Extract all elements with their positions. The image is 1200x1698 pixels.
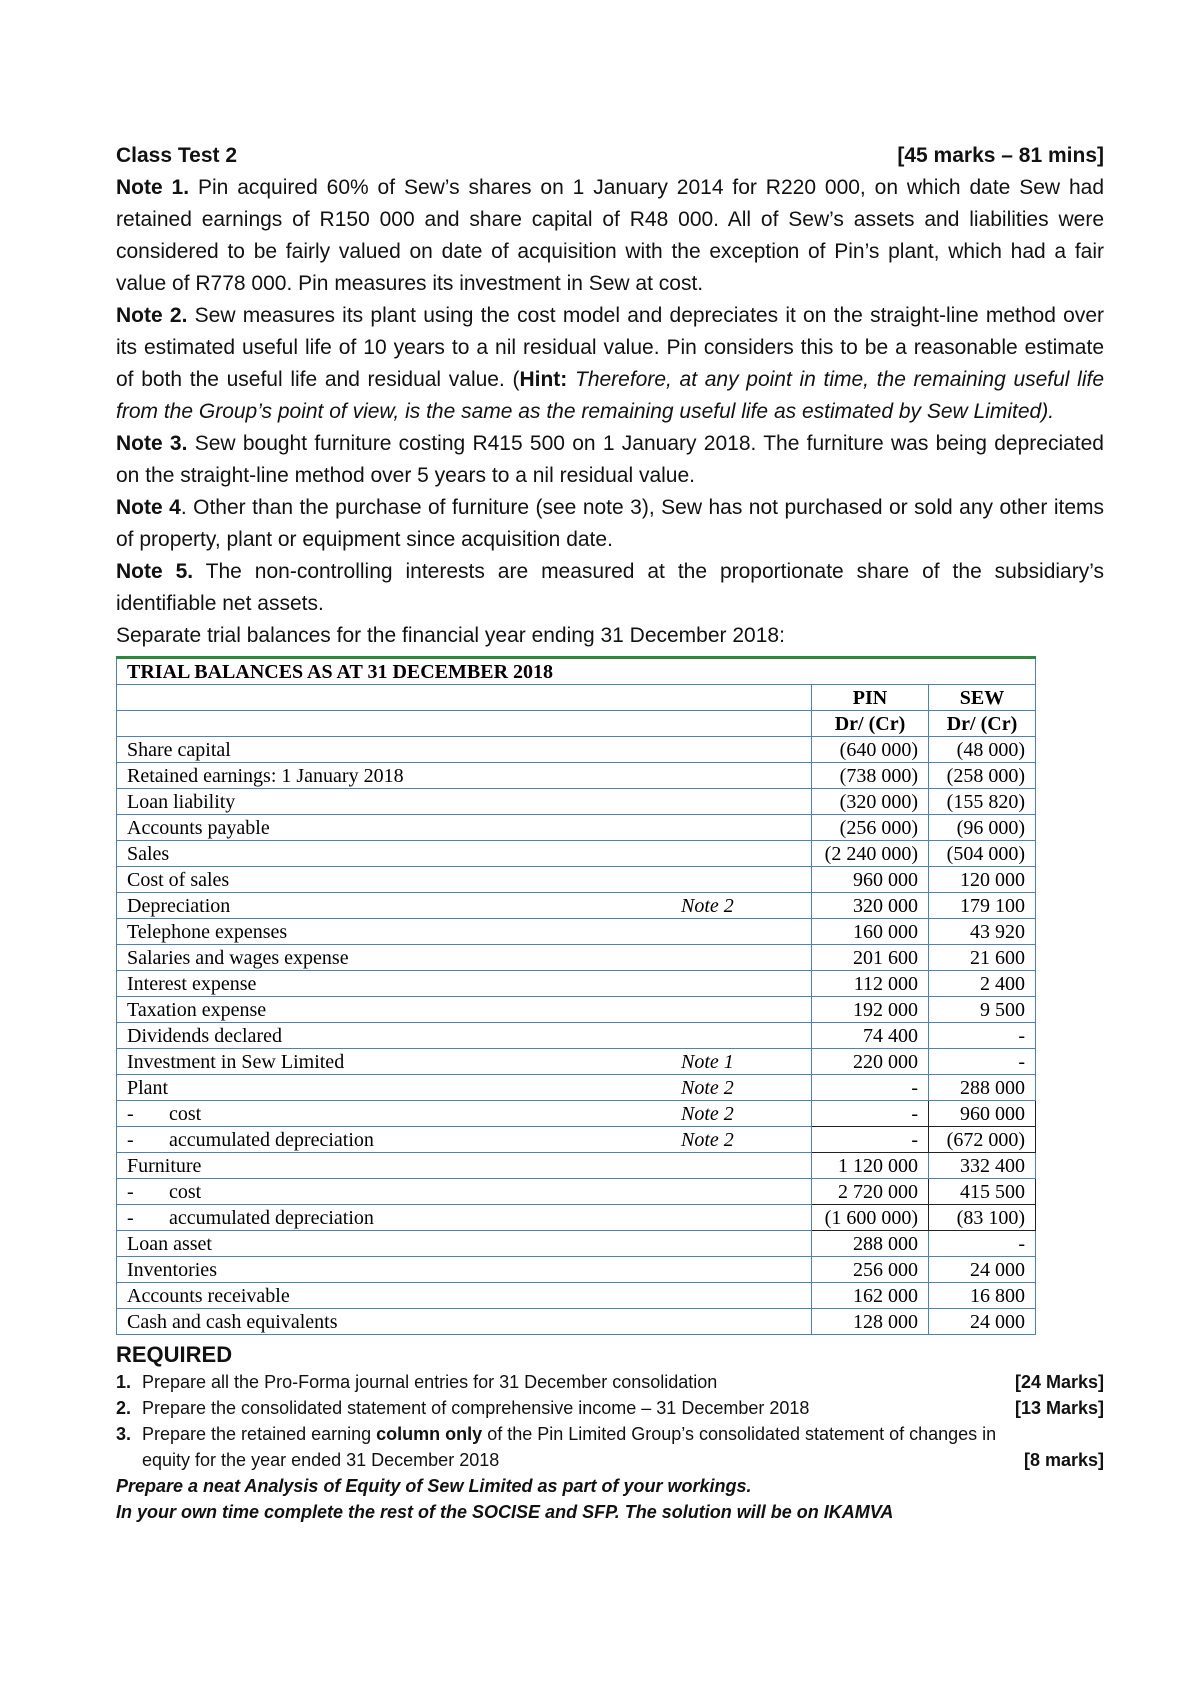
document-page (116, 140, 1104, 1525)
sew-value: 24 000 (929, 1257, 1036, 1283)
table-row (117, 1023, 1036, 1049)
table-row (117, 1075, 1036, 1101)
row-note (671, 1283, 812, 1309)
sew-value: 415 500 (929, 1179, 1036, 1205)
col-pin: PIN (812, 685, 929, 711)
row-dash: - (127, 1180, 134, 1203)
row-label (117, 1101, 672, 1127)
req-text: Prepare all the Pro-Forma journal entries for 31 December consolidation (142, 1372, 718, 1392)
trial-balance-table (116, 656, 1036, 1335)
note-2 (116, 300, 1104, 428)
row-note (671, 763, 812, 789)
pin-value: 288 000 (812, 1231, 929, 1257)
row-label-text: Taxation expense (127, 998, 267, 1021)
row-note (671, 1023, 812, 1049)
row-label-text: Retained earnings: 1 January 2018 (127, 764, 404, 787)
sew-value: - (929, 1049, 1036, 1075)
total-marks: [45 marks – 81 mins] (897, 144, 1104, 167)
row-label (117, 1179, 672, 1205)
row-note (671, 971, 812, 997)
row-note: Note 1 (671, 1049, 812, 1075)
note-label: Note 3. (116, 432, 188, 455)
row-dash: - (127, 1102, 134, 1125)
sub-pin: Dr/ (Cr) (812, 711, 929, 737)
table-header-row (117, 685, 1036, 711)
row-label-text: Accounts payable (127, 816, 270, 839)
pin-value: (738 000) (812, 763, 929, 789)
row-note: Note 2 (671, 1127, 812, 1153)
row-label-text: Loan asset (127, 1232, 212, 1255)
note-5 (116, 556, 1104, 620)
sew-value: 16 800 (929, 1283, 1036, 1309)
row-note: Note 2 (671, 1101, 812, 1127)
row-label (117, 841, 672, 867)
pin-value: 192 000 (812, 997, 929, 1023)
sew-value: (48 000) (929, 737, 1036, 763)
table-row (117, 763, 1036, 789)
table-title-row (117, 658, 1036, 685)
row-note (671, 945, 812, 971)
note-label: Note 2. (116, 304, 188, 327)
req-num: 2. (116, 1398, 132, 1418)
pin-value: 2 720 000 (812, 1179, 929, 1205)
row-label-text: Furniture (127, 1154, 202, 1177)
pin-value: (640 000) (812, 737, 929, 763)
row-label-text: Sales (127, 842, 170, 865)
row-label-text: Interest expense (127, 972, 257, 995)
required-heading: REQUIRED (116, 1342, 233, 1367)
row-label-text: cost (169, 1102, 202, 1125)
sew-value: 288 000 (929, 1075, 1036, 1101)
row-label (117, 763, 672, 789)
note-text: . Other than the purchase of furniture (see note 3), Sew has not purchased or sold any other items of property, plant or equipment since acquisition date. (116, 496, 1104, 551)
subheader-blank (117, 711, 812, 737)
table-row (117, 1205, 1036, 1231)
table-row (117, 1283, 1036, 1309)
required-item-2 (116, 1395, 1104, 1421)
pin-value: - (812, 1075, 929, 1101)
sew-value: 120 000 (929, 867, 1036, 893)
row-label-text: Depreciation (127, 894, 231, 917)
note-label: Note 1. (116, 176, 190, 199)
table-row (117, 1257, 1036, 1283)
required-item-3 (116, 1421, 1104, 1473)
row-label (117, 1231, 672, 1257)
pin-value: 160 000 (812, 919, 929, 945)
sew-value: 332 400 (929, 1153, 1036, 1179)
req-text-bold: column only (376, 1424, 483, 1444)
pin-value: (320 000) (812, 789, 929, 815)
note-label: Note 5. (116, 560, 194, 583)
required-item-1 (116, 1369, 1104, 1395)
pin-value: 128 000 (812, 1309, 929, 1335)
table-row (117, 1153, 1036, 1179)
row-dash: - (127, 1206, 134, 1229)
row-label (117, 737, 672, 763)
pin-value: (1 600 000) (812, 1205, 929, 1231)
table-subheader-row (117, 711, 1036, 737)
sew-value: (155 820) (929, 789, 1036, 815)
req-text-line2-text: equity for the year ended 31 December 2018 (142, 1450, 500, 1470)
row-label (117, 1283, 672, 1309)
row-note (671, 997, 812, 1023)
req-num: 1. (116, 1372, 132, 1392)
row-label (117, 815, 672, 841)
row-label-text: Cash and cash equivalents (127, 1310, 338, 1333)
pin-value: 162 000 (812, 1283, 929, 1309)
row-label-text: Share capital (127, 738, 231, 761)
row-note (671, 1309, 812, 1335)
row-label (117, 1075, 672, 1101)
row-label-text: Accounts receivable (127, 1284, 290, 1307)
note-label: Note 4 (116, 496, 181, 519)
row-note (671, 867, 812, 893)
table-row (117, 867, 1036, 893)
row-label-text: accumulated depreciation (169, 1128, 374, 1151)
table-row (117, 919, 1036, 945)
row-label-text: Dividends declared (127, 1024, 282, 1047)
row-dash: - (127, 1128, 134, 1151)
sew-value: (672 000) (929, 1127, 1036, 1153)
row-label-text: Investment in Sew Limited (127, 1050, 345, 1073)
row-note (671, 1257, 812, 1283)
pin-value: - (812, 1101, 929, 1127)
pin-value: 1 120 000 (812, 1153, 929, 1179)
sew-value: 9 500 (929, 997, 1036, 1023)
sew-value: (258 000) (929, 763, 1036, 789)
row-label-text: cost (169, 1180, 202, 1203)
table-row (117, 945, 1036, 971)
note-text: The non-controlling interests are measured at the proportionate share of the subsidiary’s identifiable net assets. (116, 560, 1105, 615)
pin-value: (256 000) (812, 815, 929, 841)
table-row (117, 1179, 1036, 1205)
required-list (116, 1369, 1104, 1473)
req-marks: [13 Marks] (1014, 1398, 1104, 1418)
table-row (117, 893, 1036, 919)
pin-value: 74 400 (812, 1023, 929, 1049)
note-text: Sew measures its plant using the cost model and depreciates it on the straight-line method over its estimated useful life of 10 years to a nil residual value. Pin considers this to be a reasonable estimate of both the useful life and residual value. ( (116, 304, 1104, 391)
table-row (117, 971, 1036, 997)
hint-text: Therefore, at any point in time, the remaining useful life from the Group’s point of view, is the same as the remaining useful life as estimated by Sew Limited). (116, 368, 1104, 423)
req-num: 3. (116, 1424, 132, 1444)
note-4 (116, 492, 1104, 556)
header-blank (117, 685, 812, 711)
row-label-text: accumulated depreciation (169, 1206, 374, 1229)
row-label (117, 971, 672, 997)
table-row (117, 1127, 1036, 1153)
row-note (671, 789, 812, 815)
sew-value: (83 100) (929, 1205, 1036, 1231)
row-note (671, 919, 812, 945)
table-row (117, 815, 1036, 841)
req-text-b: of the Pin Limited Group’s consolidated statement of changes in (482, 1424, 997, 1444)
row-label (117, 1049, 672, 1075)
row-note (671, 1231, 812, 1257)
pin-value: 960 000 (812, 867, 929, 893)
row-label (117, 945, 672, 971)
table-row (117, 789, 1036, 815)
sew-value: (96 000) (929, 815, 1036, 841)
table-row (117, 1231, 1036, 1257)
row-label (117, 1309, 672, 1335)
table-row (117, 1309, 1036, 1335)
row-label-text: Plant (127, 1076, 169, 1099)
table-row (117, 1101, 1036, 1127)
sew-value: 24 000 (929, 1309, 1036, 1335)
sew-value: (504 000) (929, 841, 1036, 867)
footer-note-2: In your own time complete the rest of the SOCISE and SFP. The solution will be on IKAMVA (116, 1502, 894, 1522)
row-note: Note 2 (671, 1075, 812, 1101)
row-label (117, 1023, 672, 1049)
note-text: Sew bought furniture costing R415 500 on 1 January 2018. The furniture was being depreciated on the straight-line method over 5 years to a nil residual value. (116, 432, 1104, 487)
note-text: Pin acquired 60% of Sew’s shares on 1 January 2014 for R220 000, on which date Sew had retained earnings of R150 000 and share capital of R48 000. All of Sew’s assets and liabilities were considered to be fairly valued on date of acquisition with the exception of Pin’s plant, which had a fair value of R778 000. Pin measures its investment in Sew at cost. (116, 176, 1105, 295)
pin-value: 201 600 (812, 945, 929, 971)
table-row (117, 737, 1036, 763)
note-3 (116, 428, 1104, 492)
row-label-text: Salaries and wages expense (127, 946, 349, 969)
row-note (671, 841, 812, 867)
row-note (671, 737, 812, 763)
note-1 (116, 172, 1104, 300)
table-intro: Separate trial balances for the financial year ending 31 December 2018: (116, 624, 785, 647)
req-marks: [24 Marks] (1014, 1372, 1104, 1392)
req-text: Prepare the consolidated statement of comprehensive income – 31 December 2018 (142, 1398, 810, 1418)
req-text-line1 (142, 1421, 1104, 1447)
title-row (116, 140, 1104, 172)
row-label-text: Cost of sales (127, 868, 230, 891)
sew-value: 179 100 (929, 893, 1036, 919)
sew-value: - (929, 1023, 1036, 1049)
sew-value: 43 920 (929, 919, 1036, 945)
row-label-text: Loan liability (127, 790, 236, 813)
req-marks: [8 marks] (1023, 1450, 1104, 1470)
table-row (117, 841, 1036, 867)
row-note (671, 1179, 812, 1205)
pin-value: 112 000 (812, 971, 929, 997)
table-row (117, 1049, 1036, 1075)
pin-value: - (812, 1127, 929, 1153)
req-text-a: Prepare the retained earning (142, 1424, 377, 1444)
row-note (671, 1153, 812, 1179)
row-label (117, 919, 672, 945)
sub-sew: Dr/ (Cr) (929, 711, 1036, 737)
pin-value: 320 000 (812, 893, 929, 919)
sew-value: 960 000 (929, 1101, 1036, 1127)
col-sew: SEW (929, 685, 1036, 711)
row-label (117, 1127, 672, 1153)
table-title: TRIAL BALANCES AS AT 31 DECEMBER 2018 (117, 658, 1036, 685)
page-title: Class Test 2 (116, 144, 238, 167)
pin-value: 220 000 (812, 1049, 929, 1075)
pin-value: 256 000 (812, 1257, 929, 1283)
row-label (117, 1205, 672, 1231)
row-label (117, 867, 672, 893)
hint-label: Hint: (519, 368, 568, 391)
row-label (117, 1257, 672, 1283)
table-row (117, 997, 1036, 1023)
row-label (117, 893, 672, 919)
sew-value: - (929, 1231, 1036, 1257)
footer-note-1: Prepare a neat Analysis of Equity of Sew Limited as part of your workings. (116, 1476, 752, 1496)
row-label (117, 997, 672, 1023)
row-label-text: Telephone expenses (127, 920, 288, 943)
row-label (117, 1153, 672, 1179)
req-text-line2 (142, 1447, 1104, 1473)
row-label-text: Inventories (127, 1258, 217, 1281)
row-note: Note 2 (671, 893, 812, 919)
row-label (117, 789, 672, 815)
row-note (671, 815, 812, 841)
pin-value: (2 240 000) (812, 841, 929, 867)
sew-value: 2 400 (929, 971, 1036, 997)
row-note (671, 1205, 812, 1231)
sew-value: 21 600 (929, 945, 1036, 971)
